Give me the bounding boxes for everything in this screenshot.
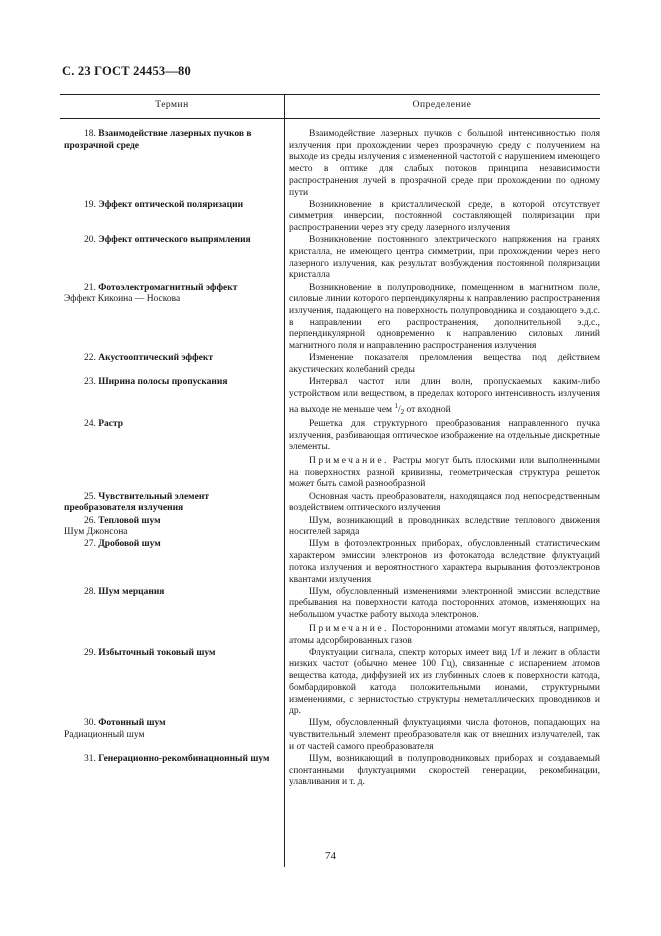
term-name: Ширина полосы пропускания xyxy=(98,377,228,388)
definition-text: Шум, возникающий в проводниках вследствие теплового движения носителей заряда xyxy=(289,515,600,538)
term-cell xyxy=(60,754,276,789)
definition-text: Шум в фотоэлектронных приборах, обусловленный статистическим характером эмиссии электронов из фотокатода вследствие флуктуаций потока излучения и вероятностного характера вырывания фотоэлектронов квантами излучения xyxy=(289,539,600,585)
term-name: Генерационно-рекомбинационный шум xyxy=(98,754,270,765)
definition-cell xyxy=(276,235,600,282)
term-cell xyxy=(60,648,276,718)
definition-text: Возникновение в полупроводнике, помещенном в магнитном поле, силовые линии которого перпендикулярны к направлению распространения излучения, падающего на поверхность полупроводника и создающего э.д.с. в направлении его распространения, дополнительной э.д.с., перпендикулярной одновременно к направлению силовых линий магнитного поля и направлению распространения излучения xyxy=(289,282,600,352)
term-number: 25. xyxy=(84,491,99,502)
term-number: 20. xyxy=(84,235,99,246)
definition-text: Шум, обусловленный изменениями электронной эмиссии вследствие пребывания на поверхности катода посторонних атомов, изменяющих на небольшом участке работу выхода электронов. xyxy=(289,586,600,621)
term-number: 24. xyxy=(84,418,99,429)
term-number: 21. xyxy=(84,282,99,293)
definition-cell xyxy=(276,353,600,376)
term-number: 22. xyxy=(84,353,99,364)
definition-cell xyxy=(276,539,600,586)
column-header-term: Термин xyxy=(155,100,189,110)
table-row xyxy=(60,648,600,718)
column-divider xyxy=(284,119,285,867)
term-synonym: Радиационный шум xyxy=(64,730,145,741)
table-row xyxy=(60,283,600,353)
term-cell xyxy=(60,718,276,753)
definition-cell xyxy=(276,492,600,515)
table-row xyxy=(60,587,600,648)
definition-text: Возникновение в кристаллической среде, в которой отсутствует симметрия инверсии, постоянной составляющей поляризации при распространении через эту среду лазерного излучения xyxy=(289,199,600,234)
term-cell xyxy=(60,419,276,491)
definition-cell xyxy=(276,754,600,789)
term-cell xyxy=(60,377,276,418)
definition-text: Шум, обусловленный флуктуациями числа фотонов, попадающих на чувствительный элемент преобразователя как от внешних излучателей, так и от частей самого преобразователя xyxy=(289,718,600,752)
table-row xyxy=(60,235,600,282)
table-row xyxy=(60,492,600,515)
note-text: Примечание. Посторонними атомами могут являться, например, атомы адсорбированных газов xyxy=(289,623,600,646)
table-row xyxy=(60,419,600,491)
term-name: Чувствительный элемент преобразователя излучения xyxy=(64,491,209,514)
term-number: 28. xyxy=(84,586,99,597)
term-cell xyxy=(60,235,276,282)
page-header: С. 23 ГОСТ 24453—80 xyxy=(62,64,191,78)
definition-text: Решетка для структурного преобразования направленного пучка излучения, разбивающая оптическое изображение на отдельные дискретные элементы. xyxy=(289,418,600,453)
term-cell xyxy=(60,539,276,586)
term-name: Фотонный шум xyxy=(98,718,166,729)
definition-text: Шум, возникающий в полупроводниковых приборах и создаваемый спонтанными флуктуациями скоростей генерации, рекомбинации, улавливания и т. д. xyxy=(289,754,600,788)
table-row xyxy=(60,200,600,235)
definition-cell xyxy=(276,419,600,491)
term-number: 26. xyxy=(84,515,99,526)
table-row xyxy=(60,718,600,753)
definition-text: Основная часть преобразователя, находящаяся под непосредственным воздействием оптического излучения xyxy=(289,491,600,514)
definition-text: Взаимодействие лазерных пучков с большой интенсивностью поля излучения при прохождении через прозрачную среду с получением на выходе из среды излучения с измененной частотой с нарушением имеющего место в оптике для слабых потоков принципа независимости распространения лучей в прозрачной среде при прохождении по одному пути xyxy=(289,129,600,198)
term-number: 19. xyxy=(84,199,99,210)
table-row xyxy=(60,377,600,418)
term-name: Акустооптический эффект xyxy=(98,353,214,364)
definition-cell xyxy=(276,648,600,718)
term-name: Взаимодействие лазерных пучков в прозрачной среде xyxy=(64,129,252,151)
term-number: 30. xyxy=(84,718,99,729)
term-name: Фотоэлектромагнитный эффект xyxy=(98,282,238,293)
definition-text: Интервал частот или длин волн, пропускаемых каким-либо устройством или веществом, в пределах которого интенсивность излучения на выходе не меньше чем $^1/_2$ от входной xyxy=(289,377,600,416)
table-body xyxy=(60,119,600,789)
definition-cell xyxy=(276,516,600,539)
term-cell xyxy=(60,516,276,539)
table-row xyxy=(60,754,600,789)
term-name: Шум мерцания xyxy=(98,586,165,597)
definition-cell xyxy=(276,129,600,199)
term-cell xyxy=(60,492,276,515)
table-row xyxy=(60,539,600,586)
fraction: $^1/_2$ xyxy=(394,401,405,416)
term-name: Дробовой шум xyxy=(98,539,161,550)
term-cell xyxy=(60,353,276,376)
note-label: Примечание. xyxy=(309,623,389,634)
terms-table xyxy=(60,94,600,790)
definition-cell xyxy=(276,200,600,235)
note-label: Примечание. xyxy=(309,455,389,466)
term-name: Эффект оптической поляризации xyxy=(98,199,244,210)
definition-cell xyxy=(276,587,600,648)
term-cell xyxy=(60,200,276,235)
note-text: Примечание. Растры могут быть плоскими или выполненными на поверхностях разной кривизны, геометрическая структура решеток может быть самой разнообразной xyxy=(289,455,600,490)
term-synonym: Шум Джонсона xyxy=(64,527,128,538)
term-cell xyxy=(60,587,276,648)
term-number: 23. xyxy=(84,377,99,388)
term-cell xyxy=(60,283,276,353)
definition-text: Возникновение постоянного электрического напряжения на гранях кристалла, не имеющего центра симметрии, при прохождении через него лазерного излучения, как результат возбуждения постоянной поляризации кристалла xyxy=(289,235,600,281)
term-number: 31. xyxy=(84,754,99,765)
column-header-definition: Определение xyxy=(412,100,472,110)
definition-text: Флуктуации сигнала, спектр которых имеет вид 1/f и лежит в области низких частот (обычно менее 100 Гц), связанные с испарением атомов вещества катода, диффузией их из глубинных слоев к поверхности катода, бомбардировкой катода положительными ионами, структурными изменениями, с зернистостью структуры неметаллических проводников и др. xyxy=(289,647,600,717)
term-synonym: Эффект Кикоина — Носкова xyxy=(64,294,181,305)
term-name: Избыточный токовый шум xyxy=(98,647,216,658)
term-number: 27. xyxy=(84,539,99,550)
table-row xyxy=(60,353,600,376)
table-header xyxy=(60,94,600,119)
definition-cell xyxy=(276,283,600,353)
term-name: Растр xyxy=(98,418,124,429)
definition-cell xyxy=(276,377,600,418)
definition-text: Изменение показателя преломления вещества под действием акустических колебаний среды xyxy=(289,353,600,376)
term-cell xyxy=(60,129,276,199)
term-name: Эффект оптического выпрямления xyxy=(98,235,251,246)
table-row xyxy=(60,516,600,539)
term-name: Тепловой шум xyxy=(98,515,161,526)
definition-cell xyxy=(276,718,600,753)
page-number: 74 xyxy=(325,850,336,862)
term-number: 29. xyxy=(84,647,99,658)
table-row xyxy=(60,129,600,199)
term-number: 18. xyxy=(84,129,99,139)
